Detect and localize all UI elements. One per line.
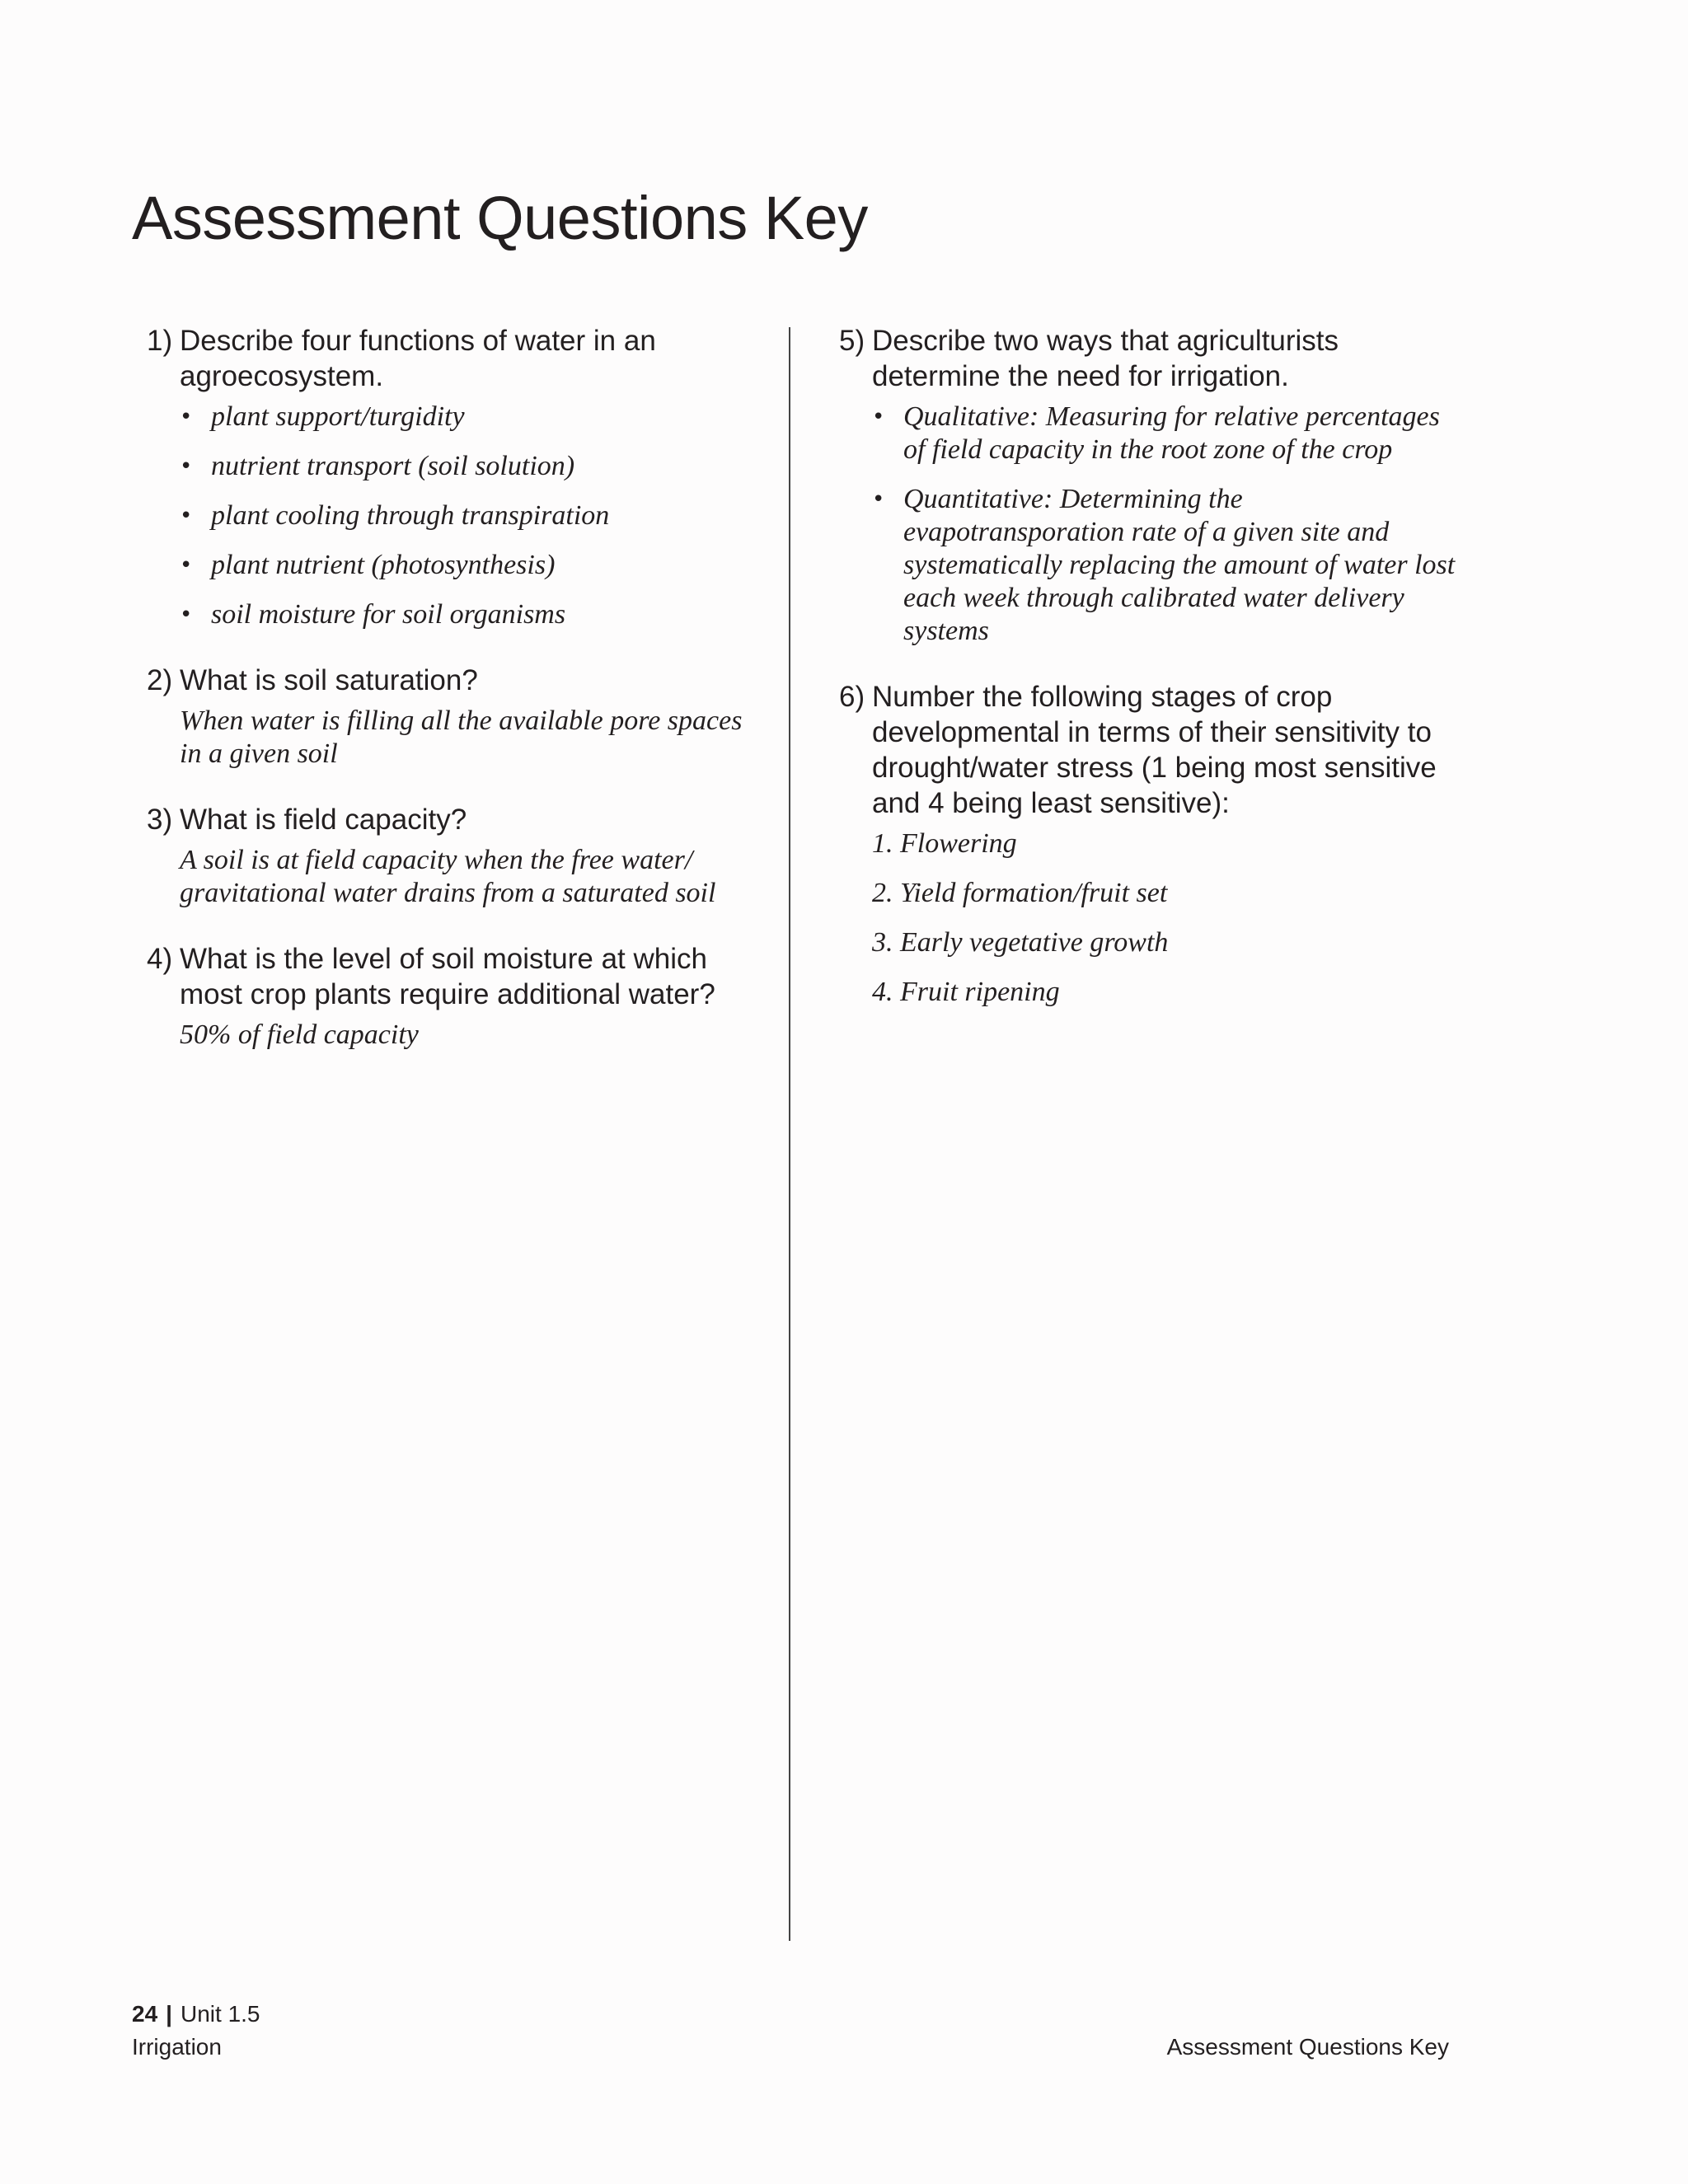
question-number: 5) [839,325,865,357]
bullet-icon: • [180,405,193,429]
bullet-icon: • [872,487,885,512]
answer-bullet: • plant support/turgidity [180,401,465,432]
page-title: Assessment Questions Key [132,184,868,252]
footer-left [132,1998,260,2064]
bullet-icon: • [180,504,193,528]
list-item: 1. Flowering [872,828,1017,859]
answer-bullet: • plant cooling through transpiration [180,500,610,531]
answer-text: When water is filling all the available pore spaces in a given soil [180,705,743,769]
footer-section-label: Assessment Questions Key [1166,2034,1449,2060]
question-4 [147,941,765,1052]
answer-bullet: • soil moisture for soil organisms [180,599,566,630]
list-item: 2. Yield formation/fruit set [872,878,1168,908]
bullet-icon: • [872,405,885,429]
column-divider [789,327,790,1941]
question-prompt: What is the level of soil moisture at which most crop plants require additional water? [180,943,715,1010]
question-number: 2) [147,664,173,696]
bullet-icon: • [180,454,193,479]
question-6 [839,679,1465,1009]
question-3 [147,802,765,910]
question-number: 1) [147,325,173,357]
unit-label: Unit 1.5 [181,2001,260,2027]
unit-title: Irrigation [132,2034,222,2060]
footer-separator: | [166,2001,172,2027]
list-item: 4. Fruit ripening [872,977,1060,1007]
answer-text: 50% of field capacity [180,1019,419,1050]
left-column [147,323,765,1083]
answer-bullet: • plant nutrient (photosynthesis) [180,550,556,580]
question-1 [147,323,765,631]
question-prompt: Describe four functions of water in an agroecosystem. [180,325,656,392]
question-prompt: Describe two ways that agriculturists determine the need for irrigation. [872,325,1339,392]
answer-bullet: • nutrient transport (soil solution) [180,451,575,481]
bullet-icon: • [180,602,193,627]
answer-numbered-list [872,827,1465,1009]
question-number: 6) [839,681,865,713]
page-number: 24 [132,2001,158,2027]
question-number: 4) [147,943,173,975]
question-number: 3) [147,804,173,836]
answer-bullet-list [872,401,1465,648]
answer-bullet-list [180,401,765,631]
answer-bullet: • Quantitative: Determining the evapotransporation rate of a given site and systematically replacing the amount of water lost each week through calibrated water delivery systems [872,484,1456,646]
right-column [839,323,1465,1040]
question-2 [147,663,765,771]
question-prompt: What is field capacity? [180,804,467,836]
question-prompt: What is soil saturation? [180,664,478,696]
answer-bullet: • Qualitative: Measuring for relative percentages of field capacity in the root zone of the crop [872,401,1440,465]
answer-text: A soil is at field capacity when the free water/ gravitational water drains from a saturated soil [180,845,716,908]
bullet-icon: • [180,553,193,578]
question-5 [839,323,1465,648]
question-prompt: Number the following stages of crop developmental in terms of their sensitivity to drought/water stress (1 being most sensitive and 4 being least sensitive): [872,681,1437,819]
list-item: 3. Early vegetative growth [872,927,1169,958]
